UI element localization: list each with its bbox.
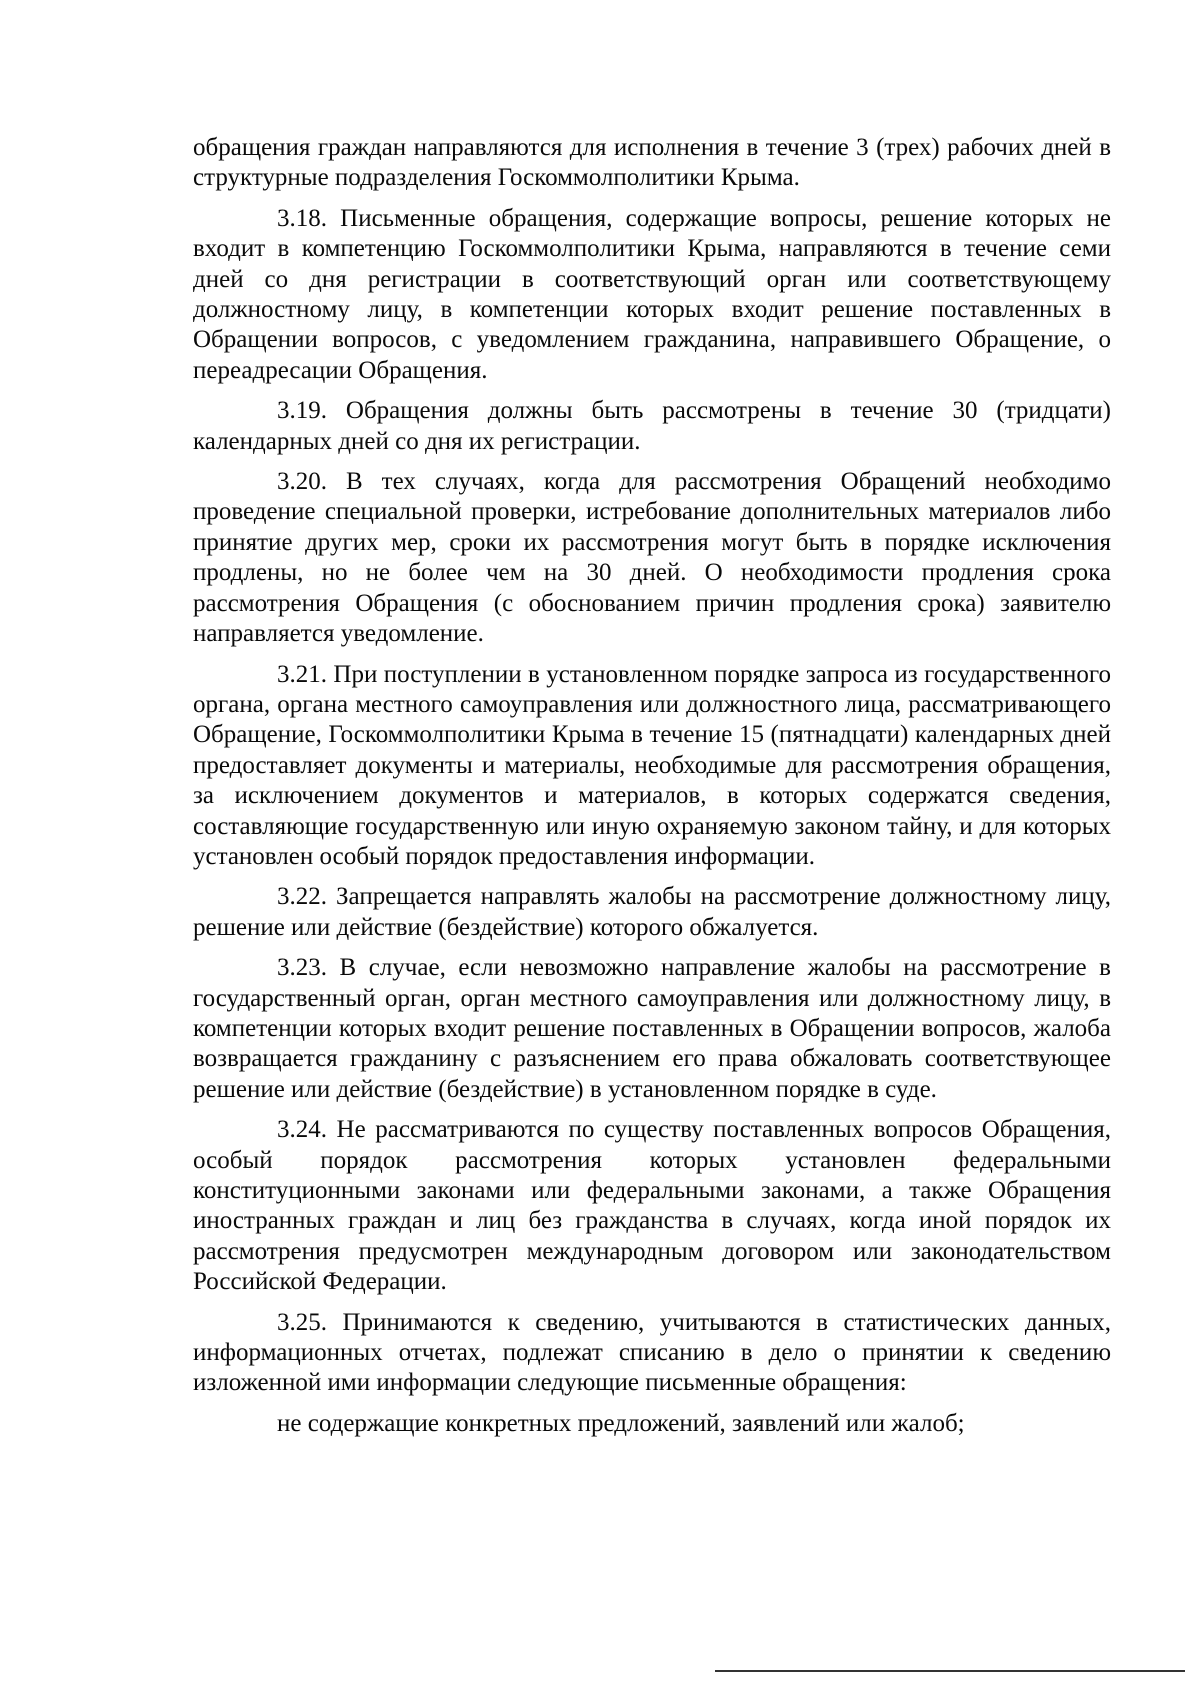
paragraph-3-24: 3.24. Не рассматриваются по существу поставленных вопросов Обращения, особый порядок рассмотрения которых установлен федеральными конституционными законами или федеральными законами, а также Обращения иностранных граждан и лиц без гражданства в случаях, когда иной порядок их рассмотрения предусмотрен международным договором или законодательством Российской Федерации. [193,1116,1111,1296]
paragraph-3-21: 3.21. При поступлении в установленном порядке запроса из государственного органа, органа местного самоуправления или должностного лица, рассматривающего Обращение, Госкоммолполитики Крыма в течение 15 (пятнадцати) календарных дней предоставляет документы и материалы, необходимые для рассмотрения обращения, за исключением документов и материалов, в которых содержатся сведения, составляющие государственную или иную охраняемую законом тайну, и для которых установлен особый порядок предоставления информации. [193,660,1111,870]
paragraph-3-20: 3.20. В тех случаях, когда для рассмотрения Обращений необходимо проведение специальной проверки, истребование дополнительных материалов либо принятие других мер, сроки их рассмотрения могут быть в порядке исключения продлены, но не более чем на 30 дней. О необходимости продления срока рассмотрения Обращения (с обоснованием причин продления срока) заявителю направляется уведомление. [193,468,1111,648]
paragraph-3-23: 3.23. В случае, если невозможно направление жалобы на рассмотрение в государственный орган, орган местного самоуправления или должностному лицу, в компетенции которых входит решение поставленных в Обращении вопросов, жалоба возвращается гражданину с разъяснением его права обжаловать соответствующее решение или действие (бездействие) в установленном порядке в суде. [193,954,1111,1103]
paragraph-3-22: 3.22. Запрещается направлять жалобы на рассмотрение должностному лицу, решение или действие (бездействие) которого обжалуется. [193,883,1111,941]
paragraph-3-25: 3.25. Принимаются к сведению, учитываются в статистических данных, информационных отчетах, подлежат списанию в дело о принятии к сведению изложенной ими информации следующие письменные обращения: [193,1308,1111,1397]
footer-divider [715,1670,1185,1672]
list-item-first: не содержащие конкретных предложений, заявлений или жалоб; [277,1409,965,1437]
paragraph-3-19: 3.19. Обращения должны быть рассмотрены в течение 30 (тридцати) календарных дней со дня их регистрации. [193,397,1111,455]
document-body [193,133,1111,1449]
paragraph-continuation: обращения граждан направляются для исполнения в течение 3 (трех) рабочих дней в структурные подразделения Госкоммолполитики Крыма. [193,134,1111,192]
paragraph-3-18: 3.18. Письменные обращения, содержащие вопросы, решение которых не входит в компетенцию Госкоммолполитики Крыма, направляются в течение семи дней со дня регистрации в соответствующий орган или соответствующему должностному лицу, в компетенции которых входит решение поставленных в Обращении вопросов, с уведомлением гражданина, направившего Обращение, о переадресации Обращения. [193,204,1111,384]
